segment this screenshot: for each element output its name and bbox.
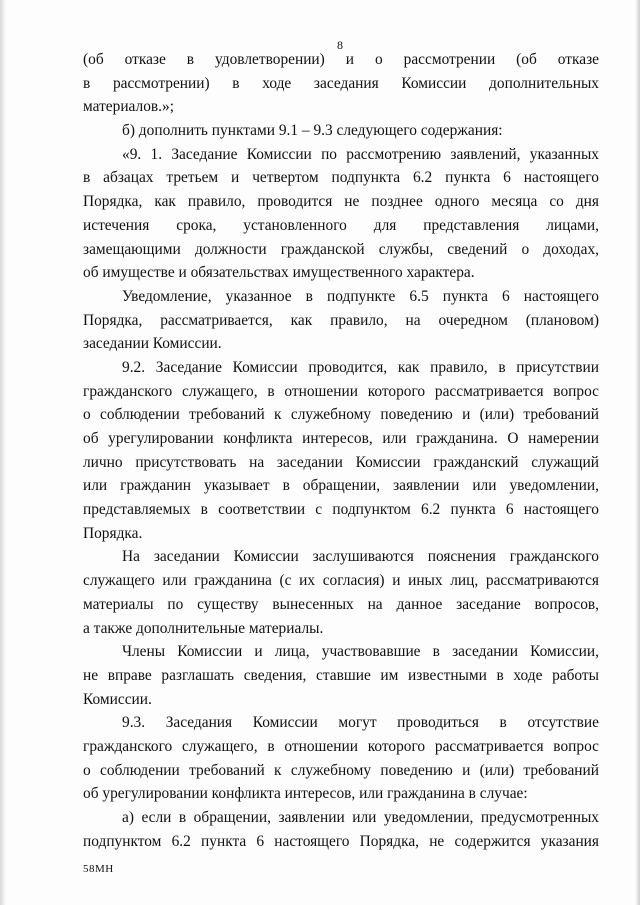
- text-line: служащего или гражданина (с их согласия) и иных лиц, рассматриваются: [83, 572, 599, 590]
- text-line: гражданского служащего, в отношении которого рассматривается вопрос: [83, 737, 599, 755]
- text-line: 9.2. Заседание Комиссии проводится, как правило, в присутствии: [122, 358, 599, 376]
- text-line: представляемых в соответствии с подпунктом 6.2 пункта 6 настоящего: [83, 501, 599, 519]
- text-line: материалы по существу вынесенных на данное заседание вопросов,: [83, 595, 599, 613]
- page-number: 8: [337, 38, 343, 52]
- document-body: [83, 48, 599, 853]
- text-line: гражданского служащего, в отношении которого рассматривается вопрос: [83, 382, 599, 400]
- text-line: (об отказе в удовлетворении) и о рассмотрении (об отказе: [83, 51, 599, 68]
- text-line: Члены Комиссии и лица, участвовавшие в заседании Комиссии,: [122, 643, 599, 661]
- text-line: о соблюдении требований к служебному поведению и (или) требований: [83, 761, 599, 779]
- text-line: в рассмотрении) в ходе заседания Комиссии дополнительных: [83, 74, 599, 92]
- text-line: 9.3. Заседания Комиссии могут проводиться в отсутствие: [122, 714, 599, 732]
- text-line: лично присутствовать на заседании Комиссии гражданский служащий: [83, 453, 599, 471]
- text-line: Порядка.: [83, 524, 143, 542]
- text-line: в абзацах третьем и четвертом подпункта 6.2 пункта 6 настоящего: [83, 169, 599, 187]
- text-line: б) дополнить пунктами 9.1 – 9.3 следующего содержания:: [122, 122, 503, 140]
- text-line: об урегулировании конфликта интересов, или гражданина. О намерении: [83, 430, 599, 447]
- text-line: На заседании Комиссии заслушиваются пояснения гражданского: [122, 548, 599, 566]
- text-line: об урегулировании конфликта интересов, или гражданина в случае:: [83, 785, 528, 803]
- text-line: Порядка, как правило, проводится не позднее одного месяца со дня: [83, 193, 599, 211]
- text-line: о соблюдении требований к служебному поведению и (или) требований: [83, 406, 599, 424]
- text-line: заседании Комиссии.: [83, 335, 222, 353]
- text-line: Комиссии.: [83, 690, 152, 708]
- text-line: а также дополнительные материалы.: [83, 619, 324, 637]
- text-line: Порядка, рассматривается, как правило, на очередном (плановом): [83, 311, 599, 329]
- text-line: подпунктом 6.2 пункта 6 настоящего Порядка, не содержится указания: [83, 832, 599, 850]
- text-line: истечения срока, установленного для представления лицами,: [83, 216, 599, 234]
- text-line: материалов.»;: [83, 98, 174, 116]
- text-line: Уведомление, указанное в подпункте 6.5 пункта 6 настоящего: [122, 287, 599, 305]
- text-line: об имуществе и обязательствах имущественного характера.: [83, 264, 475, 282]
- text-line: а) если в обращении, заявлении или уведомлении, предусмотренных: [122, 809, 599, 826]
- text-line: замещающими должности гражданской службы, сведений о доходах,: [83, 240, 599, 258]
- scan-edge-right: [635, 0, 640, 905]
- text-line: не вправе разглашать сведения, ставшие им известными в ходе работы: [83, 666, 599, 684]
- text-line: или гражданин указывает в обращении, заявлении или уведомлении,: [83, 477, 599, 495]
- scan-edge-left: [0, 0, 6, 905]
- footer-code: 58МН: [83, 863, 114, 875]
- text-line: «9. 1. Заседание Комиссии по рассмотрению заявлений, указанных: [122, 145, 599, 163]
